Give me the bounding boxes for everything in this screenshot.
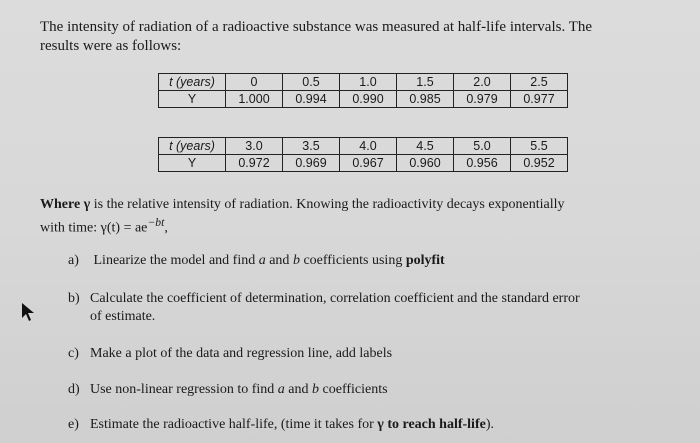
table-row-intensity	[159, 91, 568, 108]
table-cell: t (years)	[159, 138, 226, 155]
question-text: ).	[485, 417, 494, 432]
table-cell: 0.972	[226, 155, 283, 172]
data-table-2	[158, 137, 568, 172]
model-equation: with time: γ(t) = ae	[40, 220, 148, 236]
variable-b: b	[312, 382, 320, 397]
problem-intro	[40, 18, 680, 56]
table-row-intensity	[159, 155, 568, 172]
question-label: d)	[68, 382, 80, 397]
question-text: and	[284, 382, 313, 397]
table-cell: 0.967	[340, 155, 397, 172]
question-emphasis: γ to reach half-life	[377, 417, 486, 432]
question-text: coefficients using	[299, 253, 406, 268]
table-cell: 1.0	[340, 74, 397, 91]
question-label: a)	[68, 253, 79, 268]
table-cell: 0.969	[283, 155, 340, 172]
table-cell: Y	[159, 155, 226, 172]
question-label: b)	[68, 291, 80, 306]
variable-a: a	[277, 382, 285, 397]
model-exponent: −bt	[147, 216, 165, 229]
question-d	[68, 381, 668, 399]
where-line-1	[40, 196, 680, 214]
question-label: c)	[68, 346, 79, 361]
variable-b: b	[292, 253, 300, 268]
question-text: Linearize the model and find	[93, 253, 259, 268]
intro-line-2: results were as follows:	[40, 38, 182, 54]
table-cell: 0	[226, 74, 283, 91]
punctuation: ,	[164, 220, 168, 236]
question-text: Estimate the radioactive half-life, (time it takes for	[90, 417, 378, 432]
question-c	[68, 345, 668, 363]
intro-line-1: The intensity of radiation of a radioactive substance was measured at half-life intervals. The	[40, 19, 593, 35]
question-b	[68, 290, 668, 326]
table-row-time	[159, 138, 568, 155]
where-text: is the relative intensity of radiation. Knowing the radioactivity decays exponentially	[90, 197, 565, 212]
question-text: and	[265, 253, 293, 268]
table-cell: Y	[159, 91, 226, 108]
where-line-2	[40, 214, 680, 238]
table-cell: 4.0	[340, 138, 397, 155]
model-description	[40, 196, 680, 238]
question-text: Calculate the coefficient of determination, correlation coefficient and the standard error	[90, 291, 580, 306]
table-cell: 1.000	[226, 91, 283, 108]
table-cell: 0.977	[511, 91, 568, 108]
question-e	[68, 416, 668, 434]
table-cell: 0.956	[454, 155, 511, 172]
question-text: Use non-linear regression to find	[90, 382, 278, 397]
table-cell: 4.5	[397, 138, 454, 155]
data-table-1	[158, 73, 568, 108]
table-cell: 0.979	[454, 91, 511, 108]
table-cell: 0.5	[283, 74, 340, 91]
question-text: Make a plot of the data and regression line, add labels	[90, 346, 393, 361]
table-cell: 0.960	[397, 155, 454, 172]
table-row-time	[159, 74, 568, 91]
table-cell: t (years)	[159, 74, 226, 91]
where-label: Where γ	[40, 197, 91, 212]
question-text: of estimate.	[90, 309, 156, 324]
table-cell: 0.952	[511, 155, 568, 172]
table-cell: 3.5	[283, 138, 340, 155]
table-cell: 5.0	[454, 138, 511, 155]
table-cell: 2.5	[511, 74, 568, 91]
mouse-pointer-icon	[20, 302, 36, 327]
table-cell: 0.985	[397, 91, 454, 108]
table-cell: 0.994	[283, 91, 340, 108]
polyfit-keyword: polyfit	[405, 253, 445, 268]
table-cell: 1.5	[397, 74, 454, 91]
table-cell: 0.990	[340, 91, 397, 108]
table-cell: 5.5	[511, 138, 568, 155]
variable-a: a	[258, 253, 266, 268]
table-cell: 2.0	[454, 74, 511, 91]
table-cell: 3.0	[226, 138, 283, 155]
question-label: e)	[68, 417, 79, 432]
question-text: coefficients	[319, 382, 388, 397]
question-a	[68, 252, 668, 270]
